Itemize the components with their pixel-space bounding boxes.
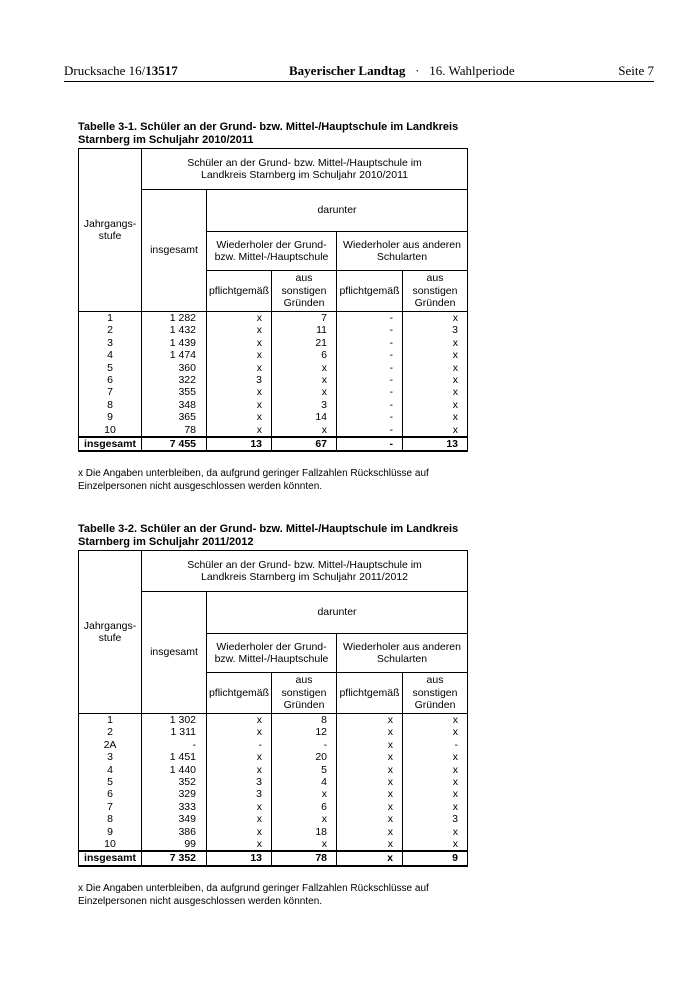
table-cell: x xyxy=(403,312,468,325)
table-body xyxy=(79,714,468,852)
row-label: 8 xyxy=(79,399,142,411)
table-cell: x xyxy=(207,337,272,349)
table-cell: 348 xyxy=(142,399,207,411)
table-row xyxy=(79,751,468,763)
col-header-sonstige: aus sonstigen Gründen xyxy=(272,673,337,714)
table-cell: x xyxy=(403,362,468,374)
table-cell: 20 xyxy=(272,751,337,763)
table-cell: x xyxy=(207,349,272,361)
table-cell: x xyxy=(403,374,468,386)
table-cell: x xyxy=(207,838,272,851)
table-cell: - xyxy=(337,411,403,423)
table-cell: x xyxy=(207,826,272,838)
table-cell: x xyxy=(272,838,337,851)
table-cell: x xyxy=(272,374,337,386)
total-cell: - xyxy=(337,437,403,451)
row-label: 10 xyxy=(79,838,142,851)
table-cell: x xyxy=(207,424,272,437)
table-cell: x xyxy=(337,838,403,851)
table-cell: x xyxy=(207,386,272,398)
col-header-jahrgang: Jahrgangs-stufe xyxy=(79,149,142,312)
table-cell: - xyxy=(337,337,403,349)
footnote: x Die Angaben unterbleiben, da aufgrund geringer Fallzahlen Rückschlüsse auf Einzelpersonen nicht ausgeschlossen werden könnten. xyxy=(78,468,429,493)
table-cell: - xyxy=(337,312,403,325)
table-cell: 3 xyxy=(403,813,468,825)
total-label: insgesamt xyxy=(79,437,142,451)
table-row xyxy=(79,739,468,751)
table-cell: x xyxy=(207,714,272,727)
table-cell: x xyxy=(403,714,468,727)
document-number: Drucksache 16/13517 xyxy=(64,63,178,78)
table-cell: 3 xyxy=(207,374,272,386)
table-cell: - xyxy=(207,739,272,751)
table-row xyxy=(79,826,468,838)
table-cell: - xyxy=(337,386,403,398)
row-label: 8 xyxy=(79,813,142,825)
table-cell: 6 xyxy=(272,349,337,361)
total-cell: 7 455 xyxy=(142,437,207,451)
table-row xyxy=(79,714,468,727)
table-cell: 360 xyxy=(142,362,207,374)
total-label: insgesamt xyxy=(79,851,142,865)
table-cell: 355 xyxy=(142,386,207,398)
table-row xyxy=(79,764,468,776)
col-header-insgesamt: insgesamt xyxy=(142,190,207,312)
table-cell: 11 xyxy=(272,324,337,336)
table-row xyxy=(79,776,468,788)
table-cell: 3 xyxy=(403,324,468,336)
table-cell: x xyxy=(403,386,468,398)
table-cell: - xyxy=(142,739,207,751)
table-row xyxy=(79,386,468,398)
table-cell: 78 xyxy=(142,424,207,437)
page-number: Seite 7 xyxy=(618,63,654,78)
table-cell: x xyxy=(272,386,337,398)
table-row xyxy=(79,399,468,411)
table-cell: x xyxy=(337,813,403,825)
row-label: 6 xyxy=(79,374,142,386)
table-cell: 4 xyxy=(272,776,337,788)
table-cell: x xyxy=(207,399,272,411)
col-header-insgesamt: insgesamt xyxy=(142,592,207,714)
table-cell: 322 xyxy=(142,374,207,386)
table-cell: 3 xyxy=(207,788,272,800)
total-cell: 9 xyxy=(403,851,468,865)
col-header-wdh-andere: Wiederholer aus anderen Schularten xyxy=(337,634,468,673)
table-row xyxy=(79,362,468,374)
table-cell: 1 439 xyxy=(142,337,207,349)
table-cell: - xyxy=(337,399,403,411)
table-title: Tabelle 3-1. Schüler an der Grund- bzw. Mittel-/Hauptschule im Landkreis Starnberg im Schuljahr 2010/2011 xyxy=(78,121,459,146)
table-cell: x xyxy=(337,826,403,838)
col-header-wdh-grund: Wiederholer der Grund- bzw. Mittel-/Hauptschule xyxy=(207,232,337,271)
row-label: 2 xyxy=(79,324,142,336)
table-cell: x xyxy=(207,324,272,336)
table-cell: 7 xyxy=(272,312,337,325)
total-cell: 78 xyxy=(272,851,337,865)
table-row xyxy=(79,726,468,738)
row-label: 2A xyxy=(79,739,142,751)
table-section-2 xyxy=(78,523,468,908)
row-label: 3 xyxy=(79,751,142,763)
table-cell: 1 474 xyxy=(142,349,207,361)
table-row xyxy=(79,337,468,349)
row-label: 10 xyxy=(79,424,142,437)
table-cell: x xyxy=(337,739,403,751)
col-header-wdh-grund: Wiederholer der Grund- bzw. Mittel-/Hauptschule xyxy=(207,634,337,673)
total-cell: 13 xyxy=(207,851,272,865)
row-label: 1 xyxy=(79,312,142,325)
table-cell: 1 302 xyxy=(142,714,207,727)
table-cell: x xyxy=(207,801,272,813)
table-cell: x xyxy=(403,751,468,763)
col-header-pflicht: pflichtgemäß xyxy=(207,271,272,312)
table-row xyxy=(79,411,468,423)
table-cell: x xyxy=(403,788,468,800)
table-cell: 333 xyxy=(142,801,207,813)
page-header xyxy=(64,63,654,82)
table-cell: x xyxy=(337,714,403,727)
col-header-darunter: darunter xyxy=(207,190,468,232)
table-cell: 1 432 xyxy=(142,324,207,336)
table-cell: x xyxy=(272,362,337,374)
col-header-sonstige: aus sonstigen Gründen xyxy=(272,271,337,312)
row-label: 7 xyxy=(79,386,142,398)
table-cell: x xyxy=(337,764,403,776)
table-cell: x xyxy=(337,751,403,763)
row-label: 6 xyxy=(79,788,142,800)
table-cell: x xyxy=(207,751,272,763)
table-cell: - xyxy=(337,362,403,374)
table-cell: 1 451 xyxy=(142,751,207,763)
col-header-pflicht: pflichtgemäß xyxy=(207,673,272,714)
table-cell: x xyxy=(403,801,468,813)
table-cell: x xyxy=(403,349,468,361)
table-row xyxy=(79,838,468,851)
col-header-pflicht: pflichtgemäß xyxy=(337,271,403,312)
table-cell: x xyxy=(403,411,468,423)
row-label: 4 xyxy=(79,349,142,361)
row-label: 3 xyxy=(79,337,142,349)
table-cell: x xyxy=(403,776,468,788)
table-row xyxy=(79,312,468,325)
table-row xyxy=(79,813,468,825)
data-table xyxy=(78,148,468,452)
row-label: 5 xyxy=(79,362,142,374)
table-cell: 1 282 xyxy=(142,312,207,325)
table-cell: x xyxy=(337,788,403,800)
table-cell: 5 xyxy=(272,764,337,776)
table-body xyxy=(79,312,468,438)
table-title: Tabelle 3-2. Schüler an der Grund- bzw. Mittel-/Hauptschule im Landkreis Starnberg im Schuljahr 2011/2012 xyxy=(78,523,459,548)
table-cell: 1 311 xyxy=(142,726,207,738)
table-cell: 8 xyxy=(272,714,337,727)
table-cell: x xyxy=(207,312,272,325)
table-cell: - xyxy=(403,739,468,751)
table-cell: 3 xyxy=(272,399,337,411)
table-row xyxy=(79,424,468,437)
table-cell: - xyxy=(337,324,403,336)
table-row xyxy=(79,374,468,386)
col-header-wdh-andere: Wiederholer aus anderen Schularten xyxy=(337,232,468,271)
row-label: 7 xyxy=(79,801,142,813)
col-header-jahrgang: Jahrgangs-stufe xyxy=(79,551,142,714)
data-table xyxy=(78,550,468,867)
row-label: 9 xyxy=(79,411,142,423)
table-cell: x xyxy=(403,726,468,738)
table-cell: 352 xyxy=(142,776,207,788)
col-header-span: Schüler an der Grund- bzw. Mittel-/Hauptschule im Landkreis Starnberg im Schuljahr 2011/2012 xyxy=(142,551,468,592)
table-cell: x xyxy=(337,726,403,738)
table-cell: 365 xyxy=(142,411,207,423)
table-cell: 12 xyxy=(272,726,337,738)
table-row xyxy=(79,788,468,800)
col-header-darunter: darunter xyxy=(207,592,468,634)
row-label: 2 xyxy=(79,726,142,738)
table-row xyxy=(79,349,468,361)
footnote: x Die Angaben unterbleiben, da aufgrund geringer Fallzahlen Rückschlüsse auf Einzelpersonen nicht ausgeschlossen werden könnten. xyxy=(78,882,429,907)
table-cell: x xyxy=(403,826,468,838)
row-label: 9 xyxy=(79,826,142,838)
total-cell: 7 352 xyxy=(142,851,207,865)
table-row xyxy=(79,324,468,336)
table-cell: x xyxy=(207,411,272,423)
table-cell: x xyxy=(403,764,468,776)
table-cell: - xyxy=(337,424,403,437)
total-cell: 13 xyxy=(207,437,272,451)
table-cell: - xyxy=(337,374,403,386)
table-cell: x xyxy=(403,838,468,851)
table-row xyxy=(79,801,468,813)
total-row xyxy=(79,437,468,451)
table-cell: 1 440 xyxy=(142,764,207,776)
table-cell: x xyxy=(337,801,403,813)
table-cell: 6 xyxy=(272,801,337,813)
col-header-sonstige: aus sonstigen Gründen xyxy=(403,271,468,312)
table-cell: 386 xyxy=(142,826,207,838)
col-header-sonstige: aus sonstigen Gründen xyxy=(403,673,468,714)
table-cell: x xyxy=(207,764,272,776)
total-cell: 67 xyxy=(272,437,337,451)
table-cell: x xyxy=(207,726,272,738)
table-cell: 3 xyxy=(207,776,272,788)
table-cell: x xyxy=(272,424,337,437)
table-cell: - xyxy=(272,739,337,751)
table-cell: x xyxy=(337,776,403,788)
table-cell: 349 xyxy=(142,813,207,825)
parliament-period: Bayerischer Landtag · 16. Wahlperiode xyxy=(289,63,515,78)
table-cell: 99 xyxy=(142,838,207,851)
row-label: 4 xyxy=(79,764,142,776)
table-section-1 xyxy=(78,121,468,493)
table-cell: x xyxy=(207,813,272,825)
table-cell: 18 xyxy=(272,826,337,838)
table-cell: x xyxy=(403,337,468,349)
row-label: 1 xyxy=(79,714,142,727)
table-cell: 21 xyxy=(272,337,337,349)
table-cell: x xyxy=(403,424,468,437)
total-row xyxy=(79,851,468,865)
table-cell: 329 xyxy=(142,788,207,800)
table-cell: 14 xyxy=(272,411,337,423)
total-cell: x xyxy=(337,851,403,865)
table-cell: x xyxy=(403,399,468,411)
col-header-span: Schüler an der Grund- bzw. Mittel-/Hauptschule im Landkreis Starnberg im Schuljahr 2010/2011 xyxy=(142,149,468,190)
table-cell: x xyxy=(272,788,337,800)
table-cell: x xyxy=(207,362,272,374)
col-header-pflicht: pflichtgemäß xyxy=(337,673,403,714)
total-cell: 13 xyxy=(403,437,468,451)
row-label: 5 xyxy=(79,776,142,788)
table-cell: x xyxy=(272,813,337,825)
table-cell: - xyxy=(337,349,403,361)
